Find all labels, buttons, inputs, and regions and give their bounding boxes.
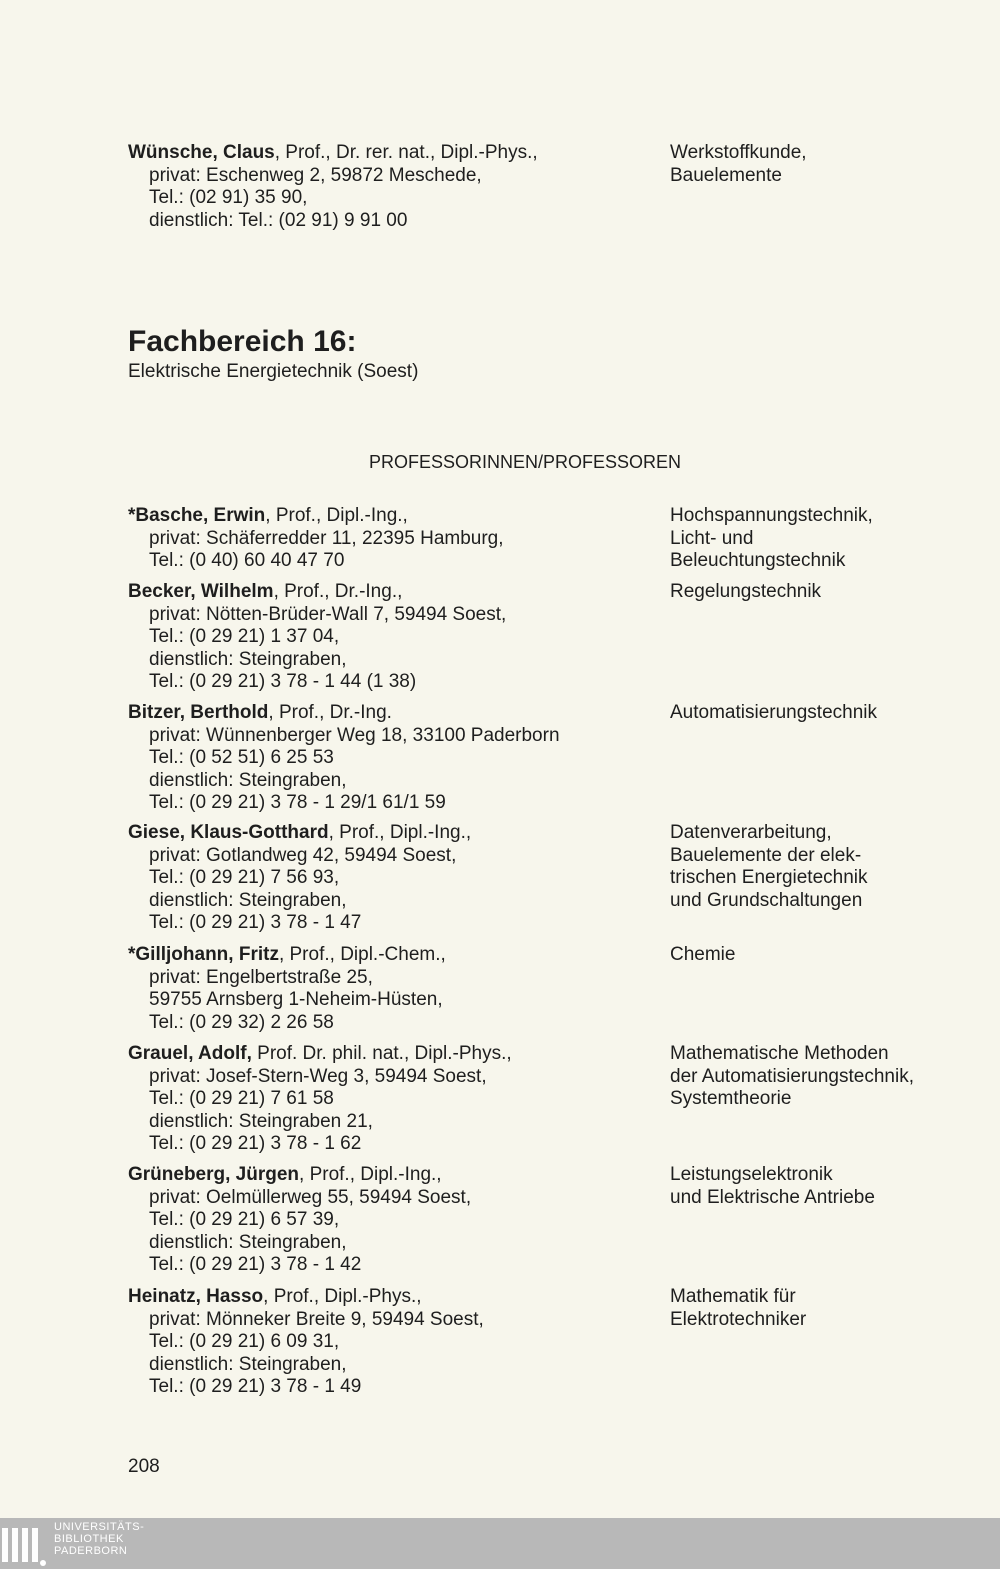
subject-line: Bauelemente	[670, 164, 782, 186]
subject-line: Elektrotechniker	[670, 1308, 807, 1330]
subject-line: Leistungselektronik	[670, 1164, 833, 1185]
entry-subjects	[670, 581, 970, 604]
entry-title: , Prof., Dipl.-Ing.,	[328, 822, 472, 843]
entry-title: , Prof., Dipl.-Ing.,	[299, 1164, 442, 1185]
entry-line: privat: Nötten-Brüder-Wall 7, 59494 Soest,	[149, 603, 507, 625]
entry-name: *Gilljohann, Fritz	[128, 944, 279, 965]
entry-address-block	[128, 702, 658, 815]
entry-title: , Prof., Dr. rer. nat., Dipl.-Phys.,	[274, 142, 538, 163]
entry-line: dienstlich: Tel.: (02 91) 9 91 00	[149, 209, 408, 231]
section-heading: Fachbereich 16:	[128, 325, 357, 358]
entry-line: Tel.: (0 29 21) 3 78 - 1 47	[149, 912, 362, 933]
library-logo-icon	[0, 1520, 48, 1567]
entry-address-block	[128, 944, 658, 1034]
entry-name: Grauel, Adolf,	[128, 1043, 252, 1064]
entry-name-line	[128, 1164, 658, 1187]
entry-subjects	[670, 822, 970, 912]
entry-address-block	[128, 581, 658, 694]
entry-address-block	[128, 1286, 658, 1399]
entry-name: Becker, Wilhelm	[128, 581, 274, 602]
entry-subjects	[670, 1043, 970, 1111]
entry-name-line	[128, 505, 658, 528]
entry-subjects	[670, 702, 970, 725]
entry-name-line	[128, 822, 658, 845]
entry-line: Tel.: (0 29 21) 3 78 - 1 42	[149, 1254, 362, 1275]
subject-line: Licht- und	[670, 527, 754, 549]
entry-line: dienstlich: Steingraben,	[149, 1231, 347, 1253]
entry-subjects	[670, 1164, 970, 1209]
entry-name: Bitzer, Berthold	[128, 702, 269, 723]
entry-name: *Basche, Erwin	[128, 505, 266, 526]
subject-line: Bauelemente der elek-	[670, 844, 862, 866]
entry-line: Tel.: (0 29 21) 3 78 - 1 44 (1 38)	[149, 671, 417, 692]
entry-subjects	[670, 142, 970, 187]
subject-line: Systemtheorie	[670, 1088, 792, 1109]
subject-line: Mathematik für	[670, 1286, 796, 1307]
entry-name: Giese, Klaus-Gotthard	[128, 822, 329, 843]
entry-line: dienstlich: Steingraben,	[149, 648, 347, 670]
entry-subjects	[670, 944, 970, 967]
entry-line: Tel.: (0 29 21) 3 78 - 1 62	[149, 1133, 362, 1154]
entry-title: , Prof., Dipl.-Phys.,	[263, 1286, 422, 1307]
entry-subjects	[670, 505, 970, 573]
entry-line: dienstlich: Steingraben 21,	[149, 1110, 373, 1132]
entry-name-line	[128, 581, 658, 604]
subject-line: Automatisierungstechnik	[670, 702, 877, 723]
entry-name-line	[128, 944, 658, 967]
entry-name: Grüneberg, Jürgen	[128, 1164, 300, 1185]
entry-title: , Prof., Dipl.-Ing.,	[265, 505, 408, 526]
entry-name: Heinatz, Hasso	[128, 1286, 264, 1307]
subject-line: Werkstoffkunde,	[670, 142, 807, 163]
logo-line: UNIVERSITÄTS-	[54, 1521, 145, 1533]
subject-line: Datenverarbeitung,	[670, 822, 832, 843]
subject-line: und Grundschaltungen	[670, 889, 863, 911]
entry-title: , Prof., Dr.-Ing.,	[273, 581, 403, 602]
entry-name-line	[128, 1043, 658, 1066]
entry-line: 59755 Arnsberg 1-Neheim-Hüsten,	[149, 989, 443, 1010]
entry-line: Tel.: (0 29 21) 3 78 - 1 29/1 61/1 59	[149, 792, 446, 813]
subject-line: Regelungstechnik	[670, 581, 822, 602]
entry-line: privat: Josef-Stern-Weg 3, 59494 Soest,	[149, 1065, 487, 1087]
entry-address-block	[128, 1043, 658, 1156]
entry-name-line	[128, 702, 658, 725]
entry-line: privat: Schäferredder 11, 22395 Hamburg,	[149, 527, 504, 549]
entry-line: Tel.: (0 29 21) 1 37 04,	[149, 626, 340, 647]
entry-line: Tel.: (02 91) 35 90,	[149, 187, 308, 208]
library-footer-bar	[0, 1518, 1000, 1569]
subject-line: Chemie	[670, 944, 736, 965]
entry-line: Tel.: (0 29 21) 7 61 58	[149, 1088, 334, 1109]
entry-line: privat: Gotlandweg 42, 59494 Soest,	[149, 844, 457, 866]
entry-name-line	[128, 1286, 658, 1309]
subject-line: Beleuchtungstechnik	[670, 550, 846, 571]
entry-subjects	[670, 1286, 970, 1331]
entry-line: Tel.: (0 29 32) 2 26 58	[149, 1011, 334, 1033]
logo-line: PADERBORN	[54, 1545, 128, 1557]
entry-address-block	[128, 142, 658, 232]
section-list-title: PROFESSORINNEN/PROFESSOREN	[368, 452, 682, 472]
entry-line: Tel.: (0 40) 60 40 47 70	[149, 550, 345, 571]
entry-line: Tel.: (0 29 21) 6 09 31,	[149, 1331, 340, 1352]
section-subheading: Elektrische Energietechnik (Soest)	[128, 361, 419, 382]
subject-line: der Automatisierungstechnik,	[670, 1065, 914, 1087]
entry-address-block	[128, 1164, 658, 1277]
entry-line: dienstlich: Steingraben,	[149, 889, 347, 911]
library-logo-text	[54, 1521, 144, 1557]
entry-line: privat: Engelbertstraße 25,	[149, 966, 373, 988]
entry-name-line	[128, 142, 658, 165]
entry-name: Wünsche, Claus	[128, 142, 275, 163]
entry-title: , Prof., Dr.-Ing.	[268, 702, 392, 723]
subject-line: Hochspannungstechnik,	[670, 505, 873, 526]
entry-line: dienstlich: Steingraben,	[149, 1353, 347, 1375]
entry-line: Tel.: (0 52 51) 6 25 53	[149, 747, 334, 768]
subject-line: trischen Energietechnik	[670, 867, 868, 888]
subject-line: und Elektrische Antriebe	[670, 1186, 875, 1208]
entry-address-block	[128, 822, 658, 935]
entry-line: privat: Mönneker Breite 9, 59494 Soest,	[149, 1308, 484, 1330]
entry-line: dienstlich: Steingraben,	[149, 769, 347, 791]
logo-line: BIBLIOTHEK	[54, 1533, 124, 1545]
entry-line: Tel.: (0 29 21) 6 57 39,	[149, 1209, 340, 1230]
page-number: 208	[128, 1456, 160, 1477]
entry-title: , Prof., Dipl.-Chem.,	[278, 944, 446, 965]
entry-address-block	[128, 505, 658, 573]
entry-line: Tel.: (0 29 21) 7 56 93,	[149, 867, 340, 888]
entry-line: privat: Eschenweg 2, 59872 Meschede,	[149, 164, 482, 186]
entry-line: privat: Oelmüllerweg 55, 59494 Soest,	[149, 1186, 472, 1208]
entry-title: Prof. Dr. phil. nat., Dipl.-Phys.,	[251, 1043, 512, 1064]
entry-line: Tel.: (0 29 21) 3 78 - 1 49	[149, 1376, 362, 1397]
subject-line: Mathematische Methoden	[670, 1043, 889, 1064]
entry-line: privat: Wünnenberger Weg 18, 33100 Paderborn	[149, 724, 560, 746]
